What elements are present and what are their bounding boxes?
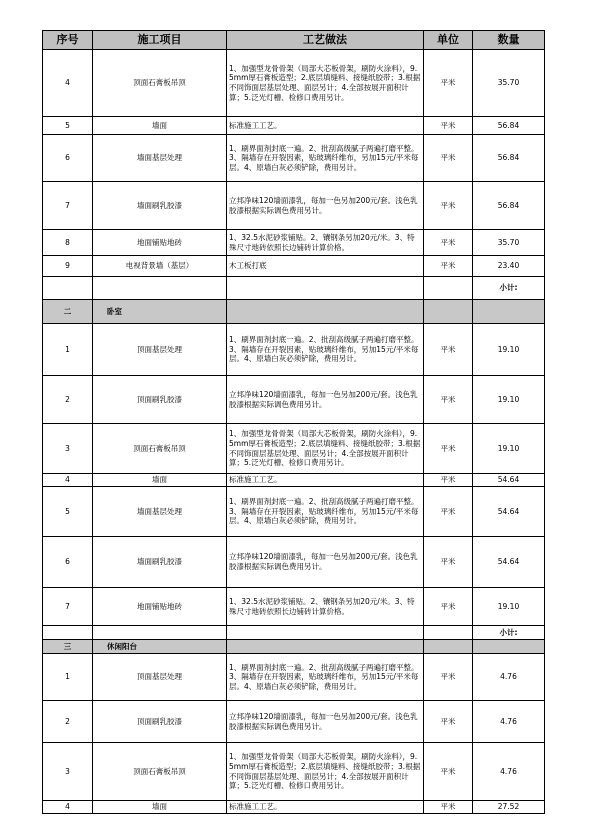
row-number-text: 6 — [65, 557, 70, 567]
construction-item-text: 墙面刷乳胶漆 — [137, 200, 182, 210]
process-description-text: 木工板打底 — [229, 261, 267, 271]
unit-text: 平米 — [440, 766, 456, 776]
row-number — [43, 256, 93, 277]
quantity-text: 54.64 — [497, 475, 520, 485]
header-row — [43, 31, 545, 50]
table-row — [43, 474, 545, 487]
row-number — [43, 537, 93, 588]
subtotal-blank — [93, 626, 227, 640]
table-row — [43, 537, 545, 588]
quantity-text: 54.64 — [497, 557, 520, 567]
quantity — [473, 701, 545, 743]
table-row — [43, 424, 545, 474]
table-row — [43, 801, 545, 814]
process-description — [227, 474, 424, 487]
subtotal-label — [473, 277, 545, 300]
construction-item — [93, 376, 227, 424]
unit-text: 平米 — [440, 344, 456, 354]
subtotal-blank — [43, 626, 93, 640]
row-number-text: 2 — [65, 394, 70, 404]
construction-item — [93, 537, 227, 588]
quantity-text: 35.70 — [497, 237, 520, 247]
row-number — [43, 117, 93, 135]
quantity-text: 19.10 — [497, 394, 520, 404]
unit-text: 平米 — [440, 200, 456, 210]
quantity-text: 19.10 — [497, 344, 520, 354]
quantity-text: 4.76 — [500, 672, 517, 682]
construction-item — [93, 50, 227, 117]
process-description-text: 1、刷界面剂封底一遍。2、批刮高级腻子两遍打磨平整。3、隔墙存在开裂因素，贴玻璃纤维布，另加15元/平米每层。4、原墙白灰必须铲除，费用另计。 — [229, 662, 419, 691]
row-number — [43, 701, 93, 743]
quantity — [473, 588, 545, 626]
process-description — [227, 801, 424, 814]
subtotal-label — [473, 626, 545, 640]
section-name — [93, 640, 227, 654]
unit-text: 平米 — [440, 672, 456, 682]
quantity — [473, 230, 545, 256]
table-row — [43, 135, 545, 182]
unit — [424, 743, 473, 801]
subtotal-row — [43, 277, 545, 300]
section-header-row — [43, 640, 545, 654]
row-number — [43, 424, 93, 474]
section-name — [93, 300, 227, 324]
construction-item-text: 地面铺贴地砖 — [137, 237, 182, 247]
row-number-text: 9 — [65, 261, 70, 271]
unit-text: 平米 — [440, 261, 456, 271]
quotation-table — [42, 30, 545, 814]
col-header-qty: 数量 — [473, 31, 545, 50]
subtotal-blank — [43, 277, 93, 300]
quantity-text: 4.76 — [500, 716, 517, 726]
process-description — [227, 182, 424, 230]
process-description-text: 立邦净味120墙面漆乳，每加一色另加200元/套。浅色乳胶漆根据实际调色费用另计。 — [229, 552, 418, 571]
construction-item-text: 电视背景墙（基层） — [125, 261, 194, 271]
construction-item-text: 墙面 — [152, 120, 167, 130]
quantity-text: 27.52 — [497, 802, 520, 812]
section-blank — [227, 300, 424, 324]
unit-text: 平米 — [440, 601, 456, 611]
process-description-text: 标准施工工艺。 — [229, 120, 282, 130]
quantity-text: 4.76 — [500, 766, 517, 776]
construction-item — [93, 487, 227, 537]
unit — [424, 701, 473, 743]
row-number-text: 5 — [65, 506, 70, 516]
table-row — [43, 376, 545, 424]
unit — [424, 801, 473, 814]
construction-item — [93, 117, 227, 135]
table-row — [43, 701, 545, 743]
unit — [424, 135, 473, 182]
unit — [424, 424, 473, 474]
quantity-text: 35.70 — [497, 78, 520, 88]
unit-text: 平米 — [440, 506, 456, 516]
row-number-text: 8 — [65, 237, 70, 247]
construction-item-text: 墙面 — [152, 802, 167, 812]
unit-text: 平米 — [440, 78, 456, 88]
process-description — [227, 537, 424, 588]
quantity — [473, 182, 545, 230]
row-number-text: 3 — [65, 443, 70, 453]
table-row — [43, 487, 545, 537]
quantity — [473, 117, 545, 135]
quantity-text: 19.10 — [497, 601, 520, 611]
section-name-text: 卧室 — [107, 306, 122, 316]
quantity — [473, 256, 545, 277]
subtotal-blank — [93, 277, 227, 300]
row-number — [43, 801, 93, 814]
section-blank — [473, 640, 545, 654]
unit — [424, 588, 473, 626]
row-number — [43, 324, 93, 376]
construction-item — [93, 801, 227, 814]
process-description — [227, 743, 424, 801]
process-description — [227, 701, 424, 743]
unit — [424, 50, 473, 117]
construction-item — [93, 588, 227, 626]
quantity — [473, 743, 545, 801]
construction-item-text: 顶面石膏板吊顶 — [133, 443, 186, 453]
process-description-text: 立邦净味120墙面漆乳，每加一色另加200元/套。浅色乳胶漆根据实际调色费用另计。 — [229, 711, 418, 731]
unit-text: 平米 — [440, 475, 456, 485]
construction-item — [93, 701, 227, 743]
construction-item-text: 顶面基层处理 — [137, 672, 182, 682]
table-row — [43, 588, 545, 626]
quantity — [473, 324, 545, 376]
unit — [424, 256, 473, 277]
process-description-text: 1、刷界面剂封底一遍。2、批刮高级腻子两遍打磨平整。3、隔墙存在开裂因素，贴玻璃纤维布，另加15元/平米每层。4、原墙白灰必须铲除，费用另计。 — [229, 335, 419, 364]
process-description-text: 1、刷界面剂封底一遍。2、批刮高级腻子两遍打磨平整。3、隔墙存在开裂因素，贴玻璃纤维布，另加15元/平米每层。4、原墙白灰必须铲除，费用另计。 — [229, 497, 419, 526]
unit — [424, 654, 473, 701]
quantity — [473, 50, 545, 117]
unit-text: 平米 — [440, 716, 456, 726]
section-blank — [424, 640, 473, 654]
row-number-text: 5 — [65, 120, 70, 130]
construction-item — [93, 135, 227, 182]
table-row — [43, 50, 545, 117]
row-number-text: 4 — [65, 475, 70, 485]
subtotal-row — [43, 626, 545, 640]
quantity-text: 19.10 — [497, 443, 520, 453]
row-number — [43, 230, 93, 256]
construction-item — [93, 324, 227, 376]
row-number-text: 1 — [65, 672, 70, 682]
row-number — [43, 50, 93, 117]
quantity — [473, 801, 545, 814]
construction-item-text: 墙面 — [152, 475, 167, 485]
unit — [424, 117, 473, 135]
quantity-text: 56.84 — [497, 200, 520, 210]
subtotal-blank — [227, 626, 424, 640]
process-description — [227, 230, 424, 256]
unit-text: 平米 — [440, 557, 456, 567]
quantity-text: 56.84 — [497, 153, 520, 163]
section-number-text: 三 — [63, 641, 72, 651]
process-description — [227, 324, 424, 376]
process-description — [227, 654, 424, 701]
unit-text: 平米 — [440, 153, 456, 163]
row-number — [43, 182, 93, 230]
construction-item-text: 顶面刷乳胶漆 — [137, 394, 182, 404]
process-description-text: 1、刷界面剂封底一遍。2、批刮高级腻子两遍打磨平整。3、隔墙存在开裂因素，贴玻璃纤维布，另加15元/平米每层。4、原墙白灰必须铲除，费用另计。 — [229, 143, 419, 172]
process-description-text: 1、加强型龙骨骨架（局部大芯板骨架，刷防火涂料），9.5mm厚石膏板造型；2.底层填缝料、接缝纸胶带；3.根据不同饰面层基层处理、面层另计；4.全部按展开面积计算；5.泛光灯槽、检修口费用另计。 — [229, 752, 421, 791]
table-row — [43, 324, 545, 376]
process-description — [227, 487, 424, 537]
unit-text: 平米 — [440, 443, 456, 453]
process-description — [227, 135, 424, 182]
subtotal-label-text: 小计: — [499, 627, 518, 637]
quantity-text: 56.84 — [497, 120, 520, 130]
construction-item-text: 顶面石膏板吊顶 — [133, 766, 186, 776]
section-blank — [227, 640, 424, 654]
construction-item-text: 顶面石膏板吊顶 — [133, 78, 186, 88]
row-number — [43, 654, 93, 701]
row-number — [43, 376, 93, 424]
quantity — [473, 376, 545, 424]
process-description-text: 1、加强型龙骨骨架（局部大芯板骨架，刷防火涂料），9.5mm厚石膏板造型；2.底层填缝料、接缝纸胶带；3.根据不同饰面层基层处理、面层另计；4.全部按展开面积计算；5.泛光灯槽、检修口费用另计。 — [229, 429, 421, 468]
construction-item — [93, 230, 227, 256]
construction-item-text: 地面铺贴地砖 — [137, 601, 182, 611]
unit-text: 平米 — [440, 394, 456, 404]
section-number — [43, 300, 93, 324]
row-number — [43, 135, 93, 182]
section-blank — [424, 300, 473, 324]
section-header-row — [43, 300, 545, 324]
process-description-text: 1、32.5水泥砂浆铺贴。2、镶钢条另加20元/米。3、特殊尺寸地砖依照长边铺砖计算价格。 — [229, 232, 415, 252]
subtotal-blank — [424, 626, 473, 640]
unit — [424, 324, 473, 376]
process-description — [227, 588, 424, 626]
construction-item-text: 墙面刷乳胶漆 — [137, 557, 182, 567]
construction-item-text: 墙面基层处理 — [137, 506, 182, 516]
process-description-text: 标准施工工艺。 — [229, 475, 282, 485]
subtotal-blank — [424, 277, 473, 300]
process-description-text: 1、32.5水泥砂浆铺贴。2、镶钢条另加20元/米。3、特殊尺寸地砖依照长边铺砖计算价格。 — [229, 596, 415, 616]
construction-item — [93, 474, 227, 487]
row-number-text: 4 — [65, 78, 70, 88]
subtotal-label-text: 小计: — [499, 283, 518, 293]
row-number-text: 4 — [65, 802, 70, 812]
row-number-text: 7 — [65, 200, 70, 210]
section-number-text: 二 — [63, 306, 72, 316]
process-description-text: 立邦净味120墙面漆乳，每加一色另加200元/套。浅色乳胶漆根据实际调色费用另计。 — [229, 195, 418, 215]
row-number — [43, 588, 93, 626]
row-number-text: 2 — [65, 716, 70, 726]
unit — [424, 537, 473, 588]
row-number-text: 6 — [65, 153, 70, 163]
quantity — [473, 474, 545, 487]
process-description — [227, 256, 424, 277]
construction-item — [93, 743, 227, 801]
construction-item — [93, 182, 227, 230]
construction-item-text: 墙面基层处理 — [137, 153, 182, 163]
construction-item — [93, 654, 227, 701]
table-row — [43, 230, 545, 256]
construction-item-text: 顶面刷乳胶漆 — [137, 716, 182, 726]
table-row — [43, 117, 545, 135]
row-number-text: 1 — [65, 344, 70, 354]
quantity-text: 23.40 — [497, 261, 520, 271]
table-row — [43, 182, 545, 230]
unit — [424, 230, 473, 256]
col-header-unit: 单位 — [424, 31, 473, 50]
process-description — [227, 50, 424, 117]
col-header-no: 序号 — [43, 31, 93, 50]
subtotal-blank — [227, 277, 424, 300]
section-blank — [473, 300, 545, 324]
row-number — [43, 487, 93, 537]
construction-item-text: 顶面基层处理 — [137, 344, 182, 354]
row-number-text: 3 — [65, 766, 70, 776]
col-header-item: 施工项目 — [93, 31, 227, 50]
construction-item — [93, 256, 227, 277]
row-number — [43, 474, 93, 487]
unit — [424, 376, 473, 424]
col-header-desc: 工艺做法 — [227, 31, 424, 50]
section-name-text: 休闲阳台 — [107, 641, 137, 651]
quantity — [473, 424, 545, 474]
process-description — [227, 117, 424, 135]
quantity — [473, 654, 545, 701]
unit-text: 平米 — [440, 802, 456, 812]
process-description-text: 1、加强型龙骨骨架（局部大芯板骨架，刷防火涂料），9.5mm厚石膏板造型；2.底层填缝料、接缝纸胶带；3.根据不同饰面层基层处理、面层另计；4.全部按展开面积计算；5.泛光灯槽、检修口费用另计。 — [229, 63, 421, 102]
row-number-text: 7 — [65, 601, 70, 611]
unit — [424, 474, 473, 487]
process-description-text: 标准施工工艺。 — [229, 802, 282, 812]
quantity — [473, 135, 545, 182]
unit — [424, 487, 473, 537]
row-number — [43, 743, 93, 801]
unit — [424, 182, 473, 230]
quantity — [473, 487, 545, 537]
table-row — [43, 743, 545, 801]
quantity-text: 54.64 — [497, 506, 520, 516]
construction-item — [93, 424, 227, 474]
process-description — [227, 376, 424, 424]
quantity — [473, 537, 545, 588]
section-number — [43, 640, 93, 654]
table-row — [43, 256, 545, 277]
process-description — [227, 424, 424, 474]
unit-text: 平米 — [440, 237, 456, 247]
process-description-text: 立邦净味120墙面漆乳，每加一色另加200元/套。浅色乳胶漆根据实际调色费用另计。 — [229, 389, 418, 409]
table-row — [43, 654, 545, 701]
unit-text: 平米 — [440, 120, 456, 130]
